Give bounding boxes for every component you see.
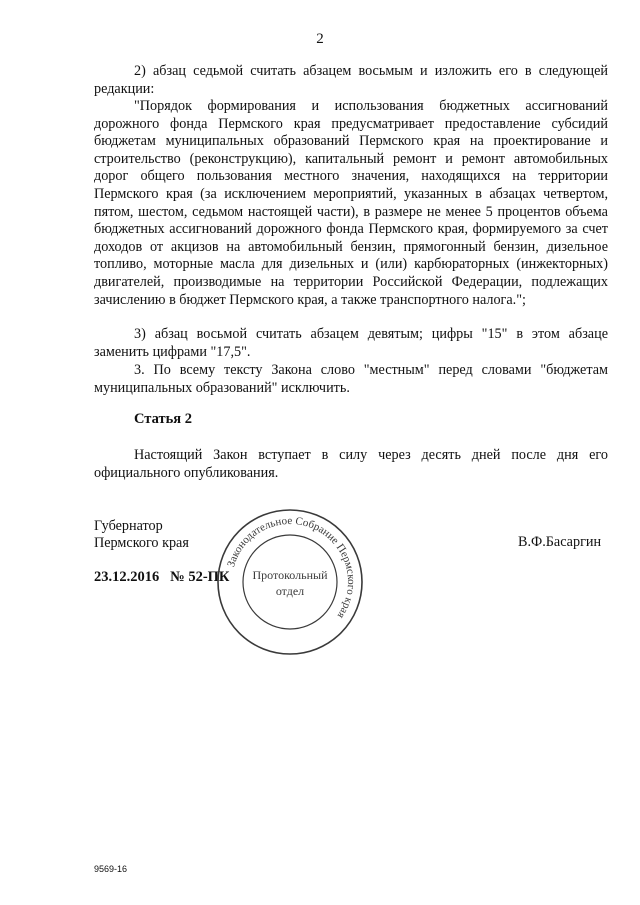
amendment-point-3: 3. По всему тексту Закона слово "местным" перед словами "бюджетам муниципальных образований" исключить. [94, 362, 608, 396]
stamp-outer-ring [218, 510, 362, 654]
amendment-paragraph-3: 3) абзац восьмой считать абзацем девятым; цифры "15" в этом абзаце заменить цифрами "17,5". [94, 326, 608, 360]
signatory-title-line-2: Пермского края [94, 535, 189, 551]
page-number: 2 [316, 31, 324, 47]
law-date-number: 23.12.2016 № 52-ПК [94, 569, 230, 585]
signatory-name: В.Ф.Басаргин [518, 534, 602, 550]
protocol-department-stamp [215, 507, 365, 657]
signatory-title [94, 518, 189, 552]
amendment-quoted-text: "Порядок формирования и использования бюджетных ассигнований дорожного фонда Пермского края предусматривает предоставление субсидий бюджетам муниципальных образований Пермского края на проектирование и строительство (реконструкцию), капитальный ремонт и ремонт автомобильных дорог общего пользования местного значения, находящихся на территории Пермского края (за исключением мероприятий, указанных в абзацах четвертом, пятом, шестом, седьмом настоящей части), в размере не менее 5 процентов объема бюджетных ассигнований дорожного фонда Пермского края, формируемого за счет доходов от акцизов на автомобильный бензин, прямогонный бензин, дизельное топливо, моторные масла для дизельных и (или) карбюраторных (инжекторных) двигателей, производимые на территории Российской Федерации, подлежащих зачислению в бюджет Пермского края, а также транспортного налога."; [94, 98, 608, 308]
article-2-heading: Статья 2 [134, 411, 192, 427]
stamp-inner-ring [243, 535, 337, 629]
article-2-text: Настоящий Закон вступает в силу через десять дней после дня его официального опубликования. [94, 447, 608, 481]
amendment-paragraph-2: 2) абзац седьмой считать абзацем восьмым и изложить его в следующей редакции: [94, 63, 608, 97]
stamp-center-line-1: Протокольный [252, 568, 328, 582]
stamp-center-line-2: отдел [275, 584, 305, 598]
document-code: 9569-16 [94, 864, 128, 874]
stamp-ring-text: Законодательное Собрание Пермского края [225, 514, 358, 621]
signatory-title-line-1: Губернатор [94, 518, 163, 534]
